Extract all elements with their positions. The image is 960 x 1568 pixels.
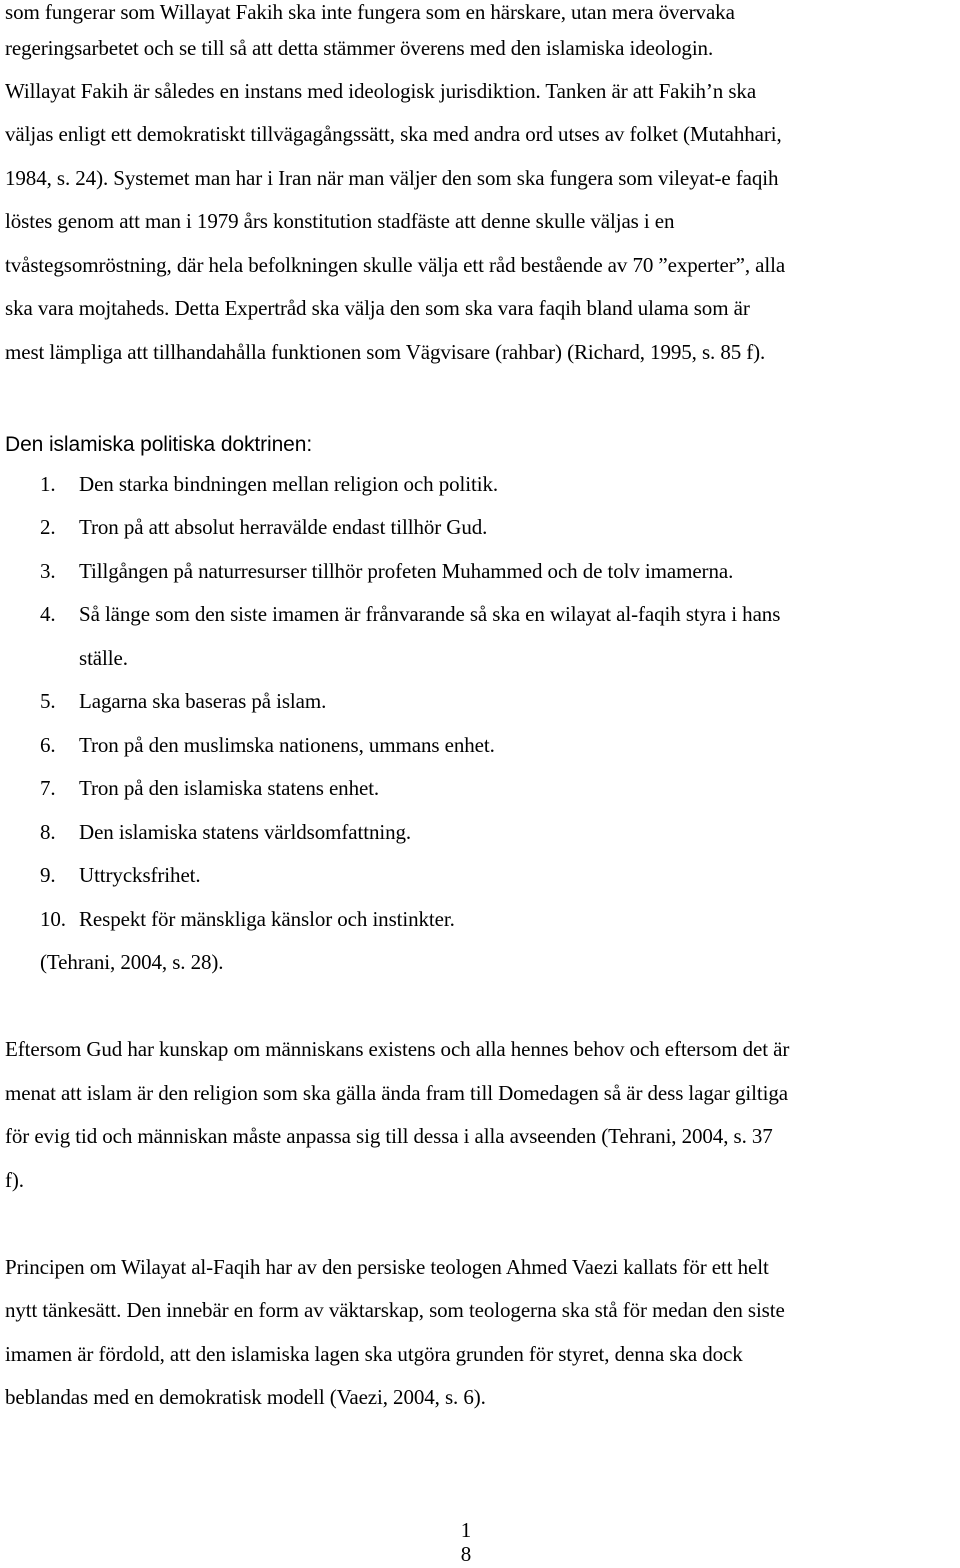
list-item [40,820,411,845]
paragraph-line: för evig tid och människan måste anpassa sig till dessa i alla avseenden (Tehrani, 2004, s. 37 [5,1124,773,1148]
list-item-number: 7. [40,776,56,800]
paragraph-line: Eftersom Gud har kunskap om människans existens och alla hennes behov och eftersom det är [5,1037,790,1061]
page-number-digit: 8 [460,1542,472,1566]
paragraph-line: 1984, s. 24). Systemet man har i Iran när man väljer den som ska fungera som vileyat-e faqih [5,166,779,190]
paragraph-line: regeringsarbetet och se till så att detta stämmer överens med den islamiska ideologin. [5,36,714,60]
paragraph-line: ska vara mojtaheds. Detta Expertråd ska välja den som ska vara faqih bland ulama som är [5,296,750,320]
paragraph-line: f). [5,1168,24,1192]
list-item [40,776,379,801]
paragraph-line: Willayat Fakih är således en instans med ideologisk jurisdiktion. Tanken är att Fakih’n ska [5,79,757,103]
list-item-number: 2. [40,515,56,539]
list-item-continuation: ställe. [79,646,128,670]
list-item [40,863,201,888]
paragraph-line: som fungerar som Willayat Fakih ska inte fungera som en härskare, utan mera övervaka [5,0,735,24]
paragraph-line: tvåstegsomröstning, där hela befolkningen skulle välja ett råd bestående av 70 ”experter”, alla [5,253,786,277]
list-item-text: Tron på den muslimska nationens, ummans enhet. [79,733,495,757]
list-item-number: 4. [40,602,56,626]
list-item [40,515,487,540]
list-item-text: Tron på att absolut herravälde endast tillhör Gud. [79,515,488,539]
list-citation: (Tehrani, 2004, s. 28). [40,950,224,974]
list-item-text: Respekt för mänskliga känslor och instinkter. [79,907,455,931]
list-item-number: 5. [40,689,56,713]
paragraph-line: beblandas med en demokratisk modell (Vaezi, 2004, s. 6). [5,1385,486,1409]
page-number-digit: 1 [460,1518,472,1542]
list-item-text: Den starka bindningen mellan religion och politik. [79,472,498,496]
list-item-text: Lagarna ska baseras på islam. [79,689,327,713]
list-item-number: 6. [40,733,56,757]
list-item [40,733,495,758]
list-item [40,472,498,497]
list-item-number: 1. [40,472,56,496]
list-item-text: Så länge som den siste imamen är frånvarande så ska en wilayat al-faqih styra i hans [79,602,781,626]
list-item [40,689,326,714]
list-item-text: Uttrycksfrihet. [79,863,201,887]
list-item-number: 3. [40,559,56,583]
paragraph-line: imamen är fördold, att den islamiska lagen ska utgöra grunden för styret, denna ska dock [5,1342,743,1366]
list-item [40,907,455,932]
paragraph-line: nytt tänkesätt. Den innebär en form av väktarskap, som teologerna ska stå för medan den siste [5,1298,785,1322]
list-item-number: 10. [40,907,66,931]
paragraph-line: löstes genom att man i 1979 års konstitution stadfäste att denne skulle väljas i en [5,209,675,233]
list-item-text: Tron på den islamiska statens enhet. [79,776,380,800]
list-item-text: Tillgången på naturresurser tillhör profeten Muhammed och de tolv imamerna. [79,559,734,583]
list-item [40,602,780,627]
list-item-number: 8. [40,820,56,844]
list-item [40,559,733,584]
paragraph-line: Principen om Wilayat al-Faqih har av den persiske teologen Ahmed Vaezi kallats för ett helt [5,1255,769,1279]
paragraph-line: väljas enligt ett demokratiskt tillvägagångssätt, ska med andra ord utses av folket (Mutahhari, [5,122,782,146]
section-heading: Den islamiska politiska doktrinen: [5,433,313,456]
paragraph-line: mest lämpliga att tillhandahålla funktionen som Vägvisare (rahbar) (Richard, 1995, s. 85 f). [5,340,766,364]
paragraph-line: menat att islam är den religion som ska gälla ända fram till Domedagen så är dess lagar giltiga [5,1081,788,1105]
list-item-number: 9. [40,863,56,887]
list-item-text: Den islamiska statens världsomfattning. [79,820,412,844]
